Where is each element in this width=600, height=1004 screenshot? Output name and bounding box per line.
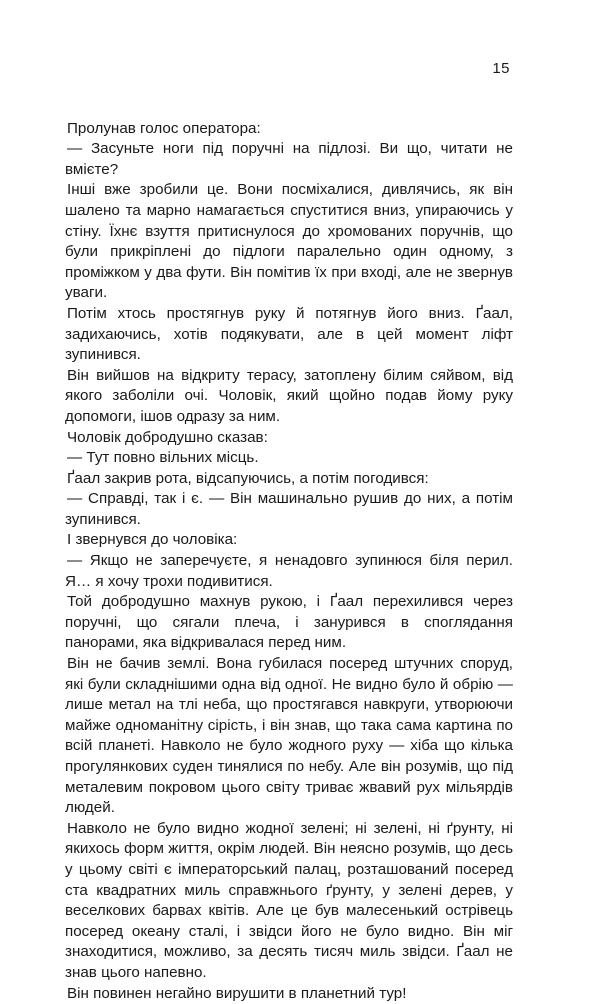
paragraph (65, 180, 513, 304)
paragraph-text: Він повинен негайно вирушити в планетний тур! (67, 984, 407, 1002)
paragraph (65, 428, 513, 449)
paragraph-text: Пролунав голос оператора: (67, 119, 261, 137)
paragraph (65, 448, 513, 469)
paragraph-text: — Справді, так і є. — Він машинально рушив до них, а потім зупинився. (65, 490, 513, 528)
paragraph-text: Він вийшов на відкриту терасу, затоплену білим сяйвом, від якого заболіли очі. Чоловік, який щойно подав йому руку допомоги, ішов одразу за ним. (65, 366, 513, 425)
paragraph-text: Чоловік добродушно сказав: (67, 428, 268, 446)
page-number: 15 (492, 60, 510, 77)
paragraph (65, 819, 513, 984)
paragraph-text: Навколо не було видно жодної зелені; ні зелені, ні ґрунту, ні якихось форм життя, окрім людей. Він неясно розумів, що десь у цьому світі є імператорський палац, розташований посеред ста квадратних миль справжнього ґрунту, у зелені дерев, у веселкових барвах квітів. Але це був малесенький острівець посеред океану сталі, і звідси його не було видно. Він міг знаходитися, можливо, за десять тисяч миль звідси. Ґаал не знав цього напевно. (65, 819, 513, 981)
paragraph-text: Той добродушно махнув рукою, і Ґаал перехилився через поручні, що сягали плеча, і занурився в споглядання панорами, яка відкривалася перед ним. (65, 593, 513, 652)
paragraph-text: Ґаал закрив рота, відсапуючись, а потім погодився: (67, 469, 429, 487)
paragraph (65, 366, 513, 428)
paragraph (65, 654, 513, 819)
paragraph-text: Потім хтось простягнув руку й потягнув його вниз. Ґаал, задихаючись, хотів подякувати, але в цей момент ліфт зупинився. (65, 304, 513, 364)
paragraph (65, 551, 513, 592)
paragraph (65, 984, 513, 1004)
paragraph-text: Інші вже зробили це. Вони посміхалися, дивлячись, як він шалено та марно намагається спуститися вниз, упираючись у стіну. Їхнє взуття притиснулося до хромованих поручнів, що були прикріплені до підлоги паралельно один одному, з проміжком у два фути. Він помітив їх при вході, але не звернув уваги. (65, 181, 513, 302)
paragraph (65, 592, 513, 654)
paragraph-text: — Тут повно вільних місць. (67, 449, 259, 467)
text-body (65, 98, 513, 1004)
paragraph (65, 98, 513, 139)
paragraph (65, 139, 513, 180)
paragraph-text: — Засуньте ноги під поручні на підлозі. Ви що, читати не вмієте? (65, 140, 513, 178)
paragraph (65, 469, 513, 490)
paragraph (65, 489, 513, 530)
paragraph (65, 304, 513, 366)
paragraph-text: І звернувся до чоловіка: (67, 531, 238, 549)
paragraph-text: — Якщо не заперечуєте, я ненадовго зупинюся біля перил. Я… я хочу трохи подивитися. (65, 552, 513, 590)
paragraph-text: Він не бачив землі. Вона губилася посеред штучних споруд, які були складнішими одна від одної. Не видно було й обрію — лише метал на тлі неба, що простягався навкруги, утворюючи майже одноманітну сірість, і він знав, що така сама картина по всій планеті. Навколо не було жодного руху — хіба що кілька прогулянкових суден тинялися по небу. Але він розумів, що під металевим покровом цього світу триває жвавий рух мільярдів людей. (65, 655, 513, 817)
paragraph (65, 530, 513, 551)
